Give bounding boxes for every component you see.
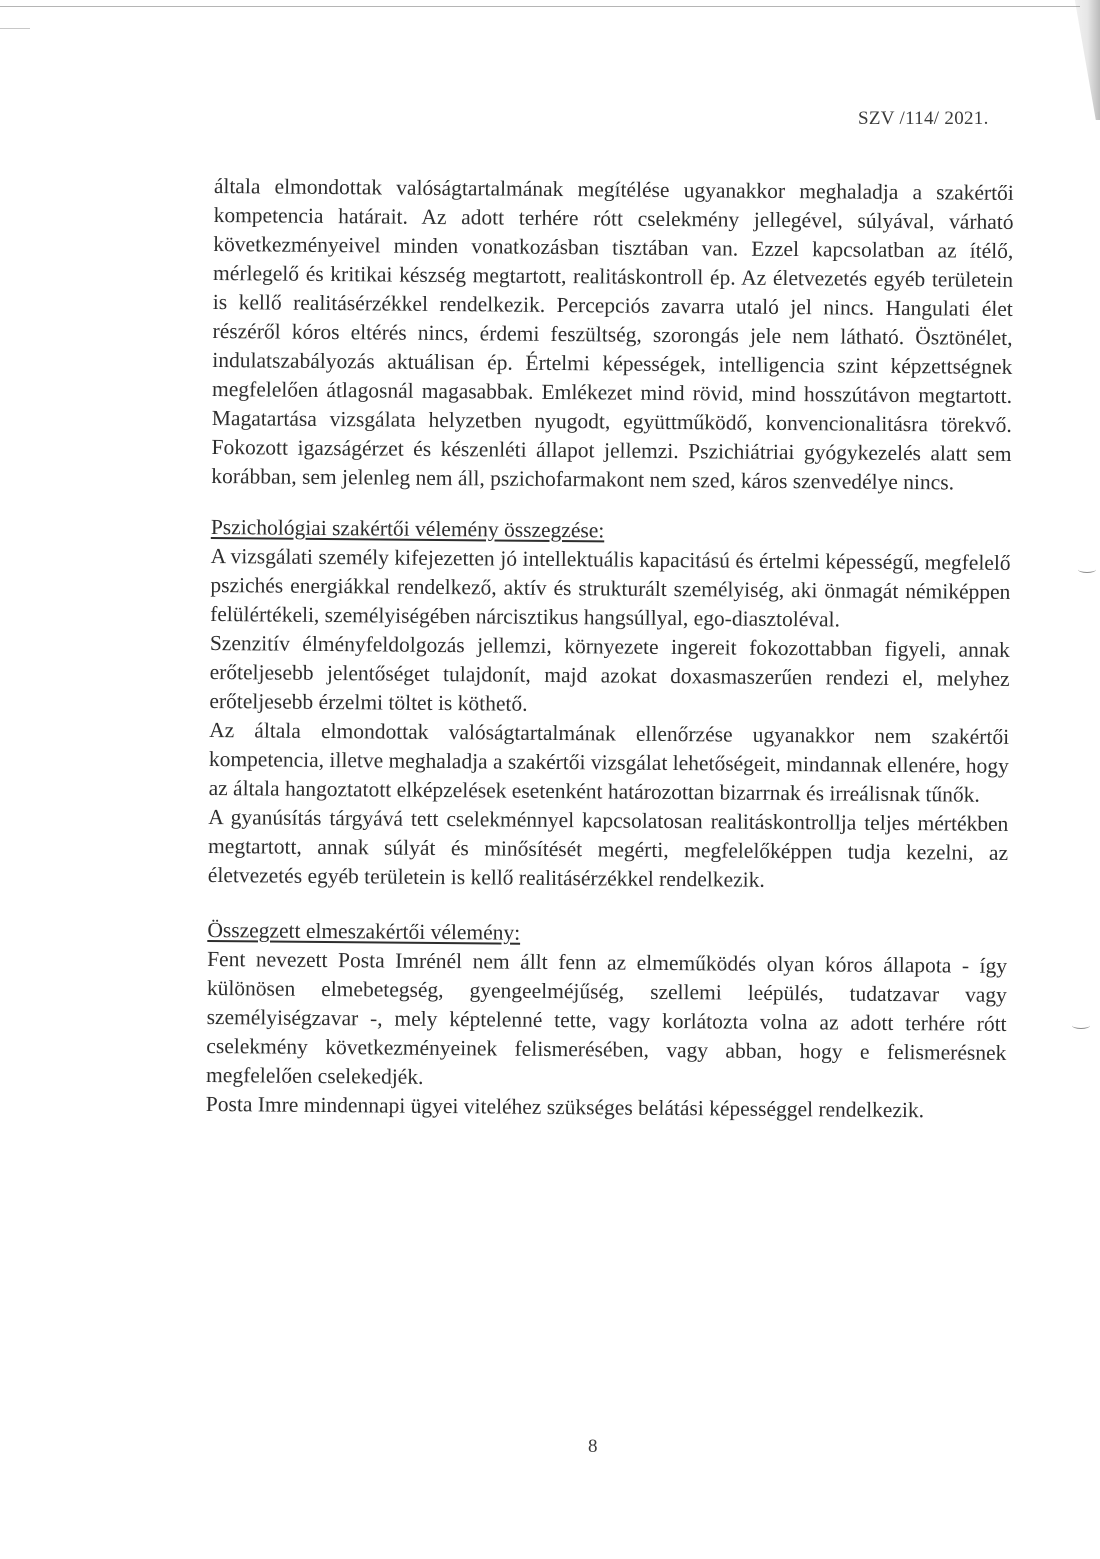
psychology-paragraph-3: Az általa elmondottak valóságtartalmának ellenőrzése ugyanakkor nem szakértői kompetencia, illetve meghaladja a szakértői vizsgálat lehetőségeit, mindannak ellenére, hogy az általa hangoztatott elképzelések esetenként határozottan bizarrnak és irreálisnak tűnők.	[208, 717, 1010, 807]
punch-hole-mark	[1078, 566, 1096, 573]
psychology-paragraph-1: A vizsgálati személy kifejezetten jó intellektuális kapacitású és értelmi képességű, megfelelő pszichés energiákkal rendelkező, aktív és strukturált személyiség, aki önmagát némiképpen felülértékeli, személyiségében nárcisztikus hangsúllyal, ego-diasztoléval.	[210, 543, 1011, 632]
scan-corner-shadow	[1058, 0, 1100, 120]
psychiatric-paragraph-1: Fent nevezett Posta Imrénél nem állt fenn az elmeműködés olyan kóros állapota - így különösen elmebetegség, gyengeelméjűség, szellemi leépülés, tudatzavar vagy személyiségzavar -, mely képtelenné tette, vagy korlátozta volna az adott terhére rótt cselekmény következményeinek felismerésében, vagy abban, hogy e felismerésnek megfelelően cselekedjék.	[206, 946, 1008, 1089]
psychiatric-paragraph-2: Posta Imre mindennapi ügyei viteléhez szükséges belátási képességgel rendelkezik.	[205, 1091, 925, 1123]
intro-paragraph: általa elmondottak valóságtartalmának megítélése ugyanakkor meghaladja a szakértői kompetencia határait. Az adott terhére rótt cselekmény jellegével, súlyával, várható következményeivel minden vonatkozásban tisztában van. Ezzel kapcsolatban az ítélő, mérlegelő és kritikai készség megtartott, realitáskontroll ép. Az életvezetés egyéb területein is kellő realitásérzékkel rendelkezik. Percepciós zavarra utaló jel nincs. Hangulati élet részéről kóros eltérés nincs, érdemi feszültség, szorongás jele nem látható. Ösztönélet, indulatszabályozás aktuálisan ép. Értelmi képességek, intelligencia szint képzettségnek megfelelően átlagosnál magasabbak. Emlékezet mind rövid, mind hosszútávon megtartott. Magatartása vizsgálata helyzetben nyugodt, együttműködő, konvencionalitásra törekvő. Fokozott igazságérzet és készenléti állapot jellemzi. Pszichiátriai gyógykezelés alatt sem korábban, sem jelenleg nem áll, pszichofarmakont nem szed, káros szenvedélye nincs.	[211, 173, 1014, 495]
document-body	[206, 172, 1014, 1126]
psychiatric-summary-heading: Összegzett elmeszakértői vélemény:	[207, 917, 521, 945]
psychology-summary-heading: Pszichológiai szakértői vélemény összegzése:	[210, 514, 605, 543]
scan-edge-mark	[0, 28, 30, 29]
page-number: 8	[588, 1436, 598, 1457]
psychology-paragraph-4: A gyanúsítás tárgyává tett cselekménnyel kapcsolatosan realitáskontrollja teljes mértékben megtartott, annak súlyát és minősítését megérti, megfelelőképpen tudja kezelni, az életvezetés egyéb területein is kellő realitásérzékkel rendelkezik.	[207, 804, 1009, 892]
psychology-paragraph-2: Szenzitív élményfeldolgozás jellemzi, környezete ingereit fokozottabban figyeli, annak erőteljesebb jelentőséget tulajdonít, majd azokat doxasmaszerűen rendezi el, melyhez erőteljesebb érzelmi töltet is köthető.	[209, 630, 1010, 716]
document-reference: SZV /114/ 2021.	[858, 108, 989, 129]
scan-edge-line	[0, 6, 1080, 7]
punch-hole-mark	[1072, 1022, 1090, 1029]
